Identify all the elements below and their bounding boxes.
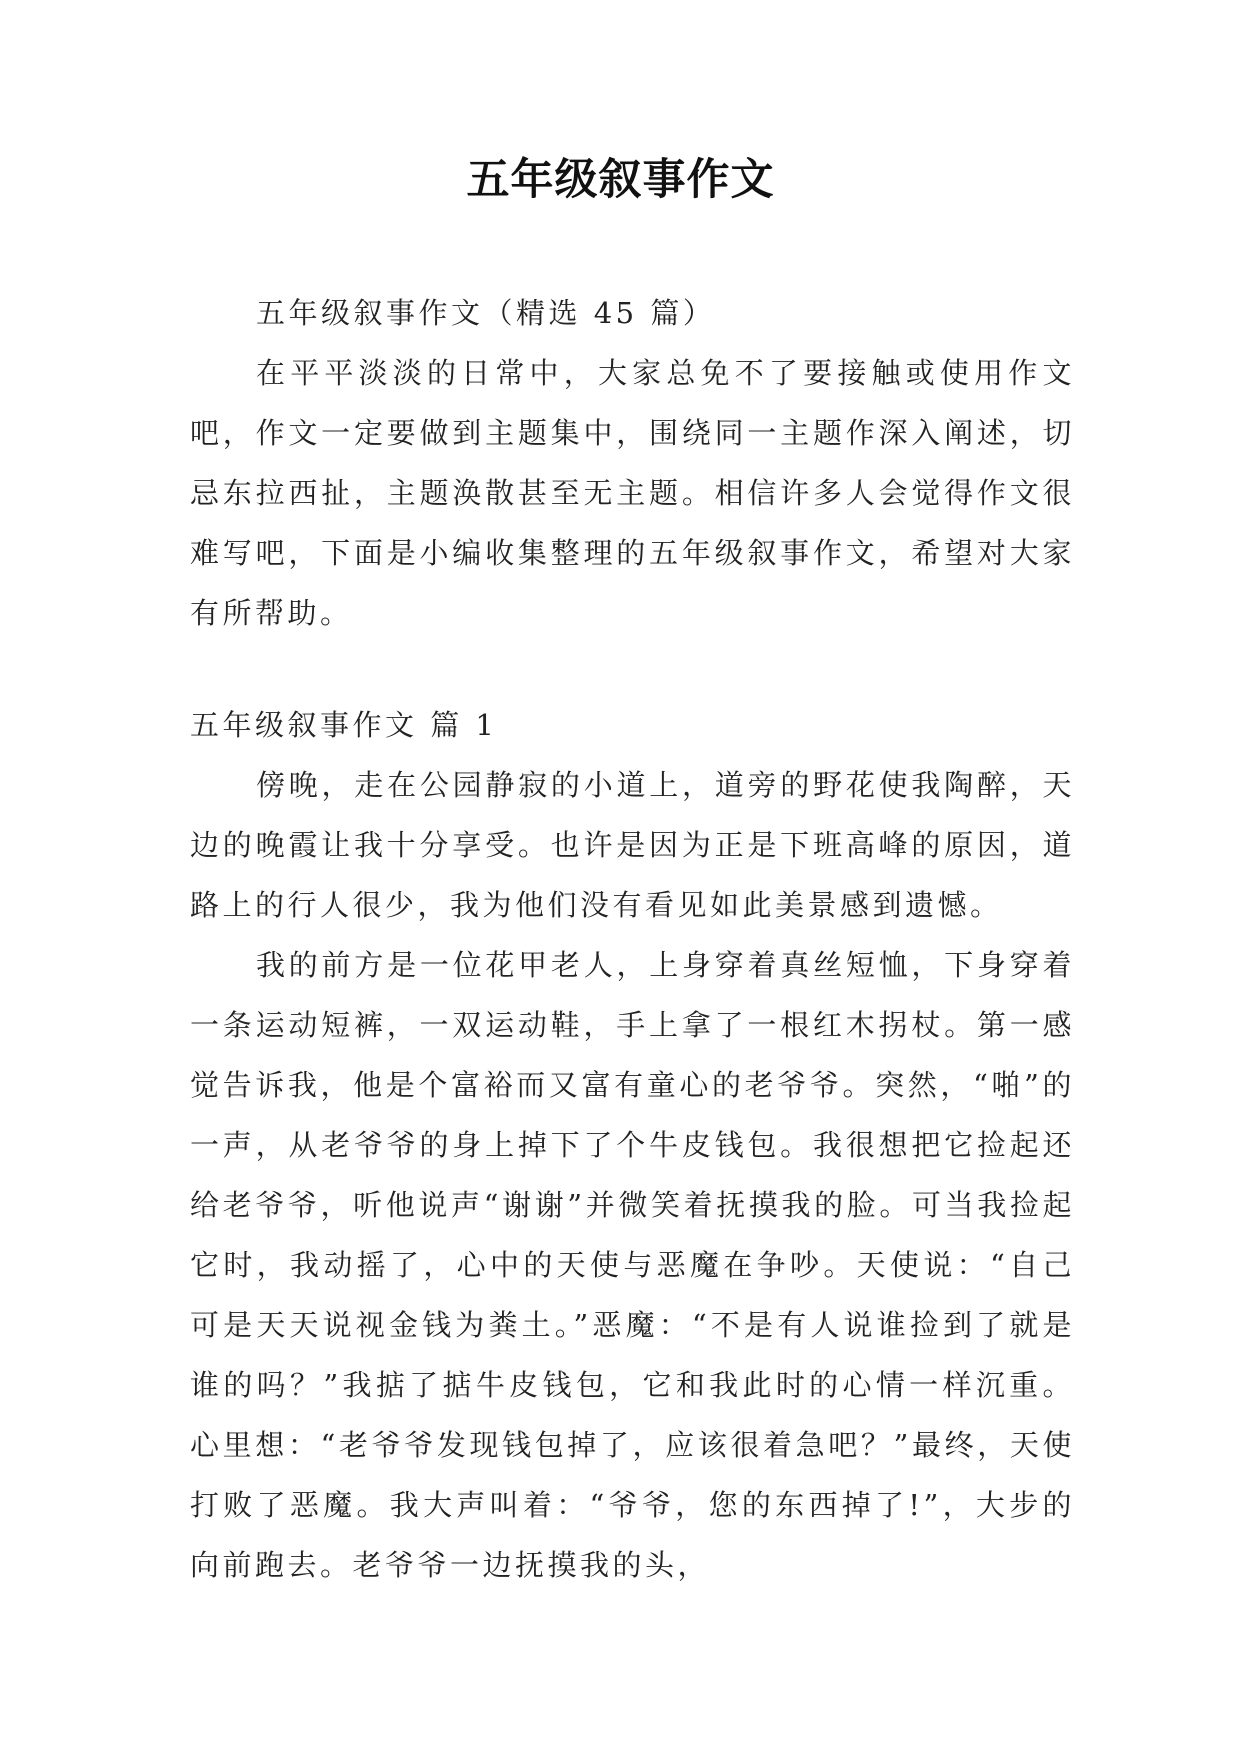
section-paragraph-2: 我的前方是一位花甲老人，上身穿着真丝短恤，下身穿着一条运动短裤，一双运动鞋，手上拿了一根红木拐杖。第一感觉告诉我，他是个富裕而又富有童心的老爷爷。突然，“啪”的一声，从老爷爷的身上掉下了个牛皮钱包。我很想把它捡起还给老爷爷，听他说声“谢谢”并微笑着抚摸我的脸。可当我捡起它时，我动摇了，心中的天使与恶魔在争吵。天使说：“自己可是天天说视金钱为粪土。”恶魔：“不是有人说谁捡到了就是谁的吗？”我掂了掂牛皮钱包，它和我此时的心情一样沉重。心里想：“老爷爷发现钱包掉了，应该很着急吧？”最终，天使打败了恶魔。我大声叫着：“爷爷，您的东西掉了!”，大步的向前跑去。老爷爷一边抚摸我的头， (190, 948, 1075, 1582)
document-subtitle: 五年级叙事作文（精选 45 篇） (256, 296, 716, 330)
document-title: 五年级叙事作文 (466, 155, 775, 205)
section-paragraph-1: 傍晚，走在公园静寂的小道上，道旁的野花使我陶醉，天边的晚霞让我十分享受。也许是因为正是下班高峰的原因，道路上的行人很少，我为他们没有看见如此美景感到遗憾。 (190, 768, 1075, 922)
intro-paragraph: 在平平淡淡的日常中，大家总免不了要接触或使用作文吧，作文一定要做到主题集中，围绕同一主题作深入阐述，切忌东拉西扯，主题涣散甚至无主题。相信许多人会觉得作文很难写吧，下面是小编收集整理的五年级叙事作文，希望对大家有所帮助。 (190, 356, 1075, 630)
section-1 (190, 695, 1075, 1595)
section-heading: 五年级叙事作文 篇 1 (190, 708, 498, 742)
intro-block (190, 283, 1075, 643)
